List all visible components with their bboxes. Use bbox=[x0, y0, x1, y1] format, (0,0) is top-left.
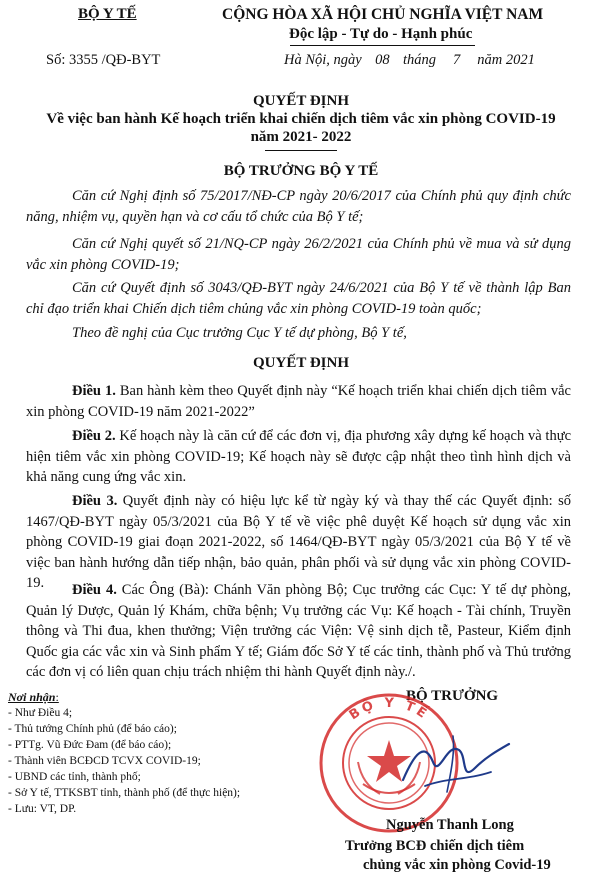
issue-date bbox=[284, 52, 535, 69]
recipients-title-text: Nơi nhận bbox=[8, 690, 56, 704]
legal-basis-4: Theo đề nghị của Cục trưởng Cục Y tế dự phòng, Bộ Y tế, bbox=[72, 325, 407, 341]
recipient-item: - Thủ tướng Chính phủ (để báo cáo); bbox=[8, 723, 177, 735]
legal-basis-1: Căn cứ Nghị định số 75/2017/NĐ-CP ngày 20/6/2017 của Chính phủ quy định chức năng, nhiệm vụ, quyền hạn và cơ cấu tổ chức của Bộ Y tế; bbox=[26, 188, 571, 225]
recipient-item: - Lưu: VT, DP. bbox=[8, 803, 77, 815]
article-1-label: Điều 1. bbox=[72, 383, 116, 399]
signer-role-line-2: chủng vắc xin phòng Covid-19 bbox=[363, 857, 551, 873]
svg-text:BỘ Y TẾ bbox=[347, 696, 433, 723]
title-underline bbox=[265, 150, 337, 151]
seal-ring-text: BỘ Y TẾ bbox=[346, 695, 432, 724]
issuing-authority: BỘ TRƯỞNG BỘ Y TẾ bbox=[223, 163, 379, 179]
article-3-label: Điều 3. bbox=[72, 493, 118, 509]
article-3-text: Quyết định này có hiệu lực kể từ ngày ký và thay thế các Quyết định: số 1467/QĐ-BYT ngày 05/3/2021 của Bộ Y tế về việc phê duyệt Kế hoạch sử dụng vắc xin phòng COVID-19 giai đoạn 2021-2022, số 1464/QĐ-BYT ngày 05/3/2021 của Bộ Y tế về việc ban hành hướng dẫn tiếp nhận, bảo quản, phân phối và sử dụng vắc xin phòng COVID-19. bbox=[26, 493, 572, 591]
recipients-title bbox=[8, 690, 59, 705]
recipient-item: - UBND các tỉnh, thành phố; bbox=[8, 771, 141, 783]
date-place: Hà Nội, ngày bbox=[284, 52, 362, 68]
decision-subject-years: năm 2021- 2022 bbox=[250, 129, 352, 145]
decide-heading: QUYẾT ĐỊNH bbox=[253, 355, 349, 371]
signer-name: Nguyễn Thanh Long bbox=[386, 817, 514, 833]
motto-underline bbox=[290, 45, 475, 46]
handwritten-signature-icon bbox=[395, 722, 515, 802]
article-2-text: Kế hoạch này là căn cứ để các đơn vị, địa phương xây dựng kế hoạch và thực hiện tiêm vắc xin phòng COVID-19; Kế hoạch này sẽ được cập nhật theo tình hình dịch và khả năng cung ứng vắc xin. bbox=[26, 428, 572, 485]
decision-subject: Về việc ban hành Kế hoạch triển khai chiến dịch tiêm vắc xin phòng COVID-19 bbox=[46, 111, 556, 127]
recipients-title-colon: : bbox=[55, 690, 59, 704]
article-3 bbox=[26, 491, 571, 594]
article-4-label: Điều 4. bbox=[72, 582, 117, 598]
recipient-item: - PTTg. Vũ Đức Đam (để báo cáo); bbox=[8, 739, 172, 751]
signer-role-line-1: Trưởng BCĐ chiến dịch tiêm bbox=[345, 838, 525, 854]
recipient-item: - Thành viên BCĐCD TCVX COVID-19; bbox=[8, 755, 201, 767]
signer-position: BỘ TRƯỞNG bbox=[406, 688, 499, 704]
article-2-label: Điều 2. bbox=[72, 428, 116, 444]
legal-basis-2: Căn cứ Nghị quyết số 21/NQ-CP ngày 26/2/2021 của Chính phủ về mua và sử dụng vắc xin phòng COVID-19; bbox=[26, 236, 571, 273]
legal-basis-3: Căn cứ Quyết định số 3043/QĐ-BYT ngày 24/6/2021 của Bộ Y tế về thành lập Ban chỉ đạo triển khai Chiến dịch tiêm chủng vắc xin phòng COVID-19 toàn quốc; bbox=[26, 280, 571, 317]
article-4-text: Các Ông (Bà): Chánh Văn phòng Bộ; Cục trưởng các Cục: Y tế dự phòng, Quản lý Dược, Quản lý Khám, chữa bệnh; Vụ trưởng các Vụ: Kế hoạch - Tài chính, Truyền thông và Thi đua, khen thưởng; Viện trưởng các Viện: Vệ sinh dịch tễ, Pasteur, Kiểm định Quốc gia các vắc xin và Sinh phẩm Y tế; Giám đốc Sở Y tế các tỉnh, thành phố và Thủ trưởng các đơn vị có liên quan chịu trách nhiệm thi hành Quyết định này./. bbox=[26, 582, 572, 680]
article-1-text: Ban hành kèm theo Quyết định này “Kế hoạch triển khai chiến dịch tiêm vắc xin phòng COVID-19 năm 2021-2022” bbox=[26, 383, 571, 420]
article-1 bbox=[26, 381, 571, 422]
ministry-name: BỘ Y TẾ bbox=[78, 6, 137, 22]
date-day: 08 bbox=[375, 52, 390, 68]
decision-title: QUYẾT ĐỊNH bbox=[253, 93, 349, 109]
date-month: 7 bbox=[453, 52, 461, 68]
document-number: Số: 3355 /QĐ-BYT bbox=[46, 52, 161, 68]
article-4 bbox=[26, 580, 571, 683]
date-month-label: tháng bbox=[402, 52, 437, 68]
article-2 bbox=[26, 426, 571, 488]
recipient-item: - Sở Y tế, TTKSBT tỉnh, thành phố (để thực hiện); bbox=[8, 787, 241, 799]
nation-name: CỘNG HÒA XÃ HỘI CHỦ NGHĨA VIỆT NAM bbox=[222, 6, 544, 23]
national-motto: Độc lập - Tự do - Hạnh phúc bbox=[289, 26, 473, 42]
recipient-item: - Như Điều 4; bbox=[8, 707, 73, 719]
date-year: năm 2021 bbox=[477, 52, 535, 68]
